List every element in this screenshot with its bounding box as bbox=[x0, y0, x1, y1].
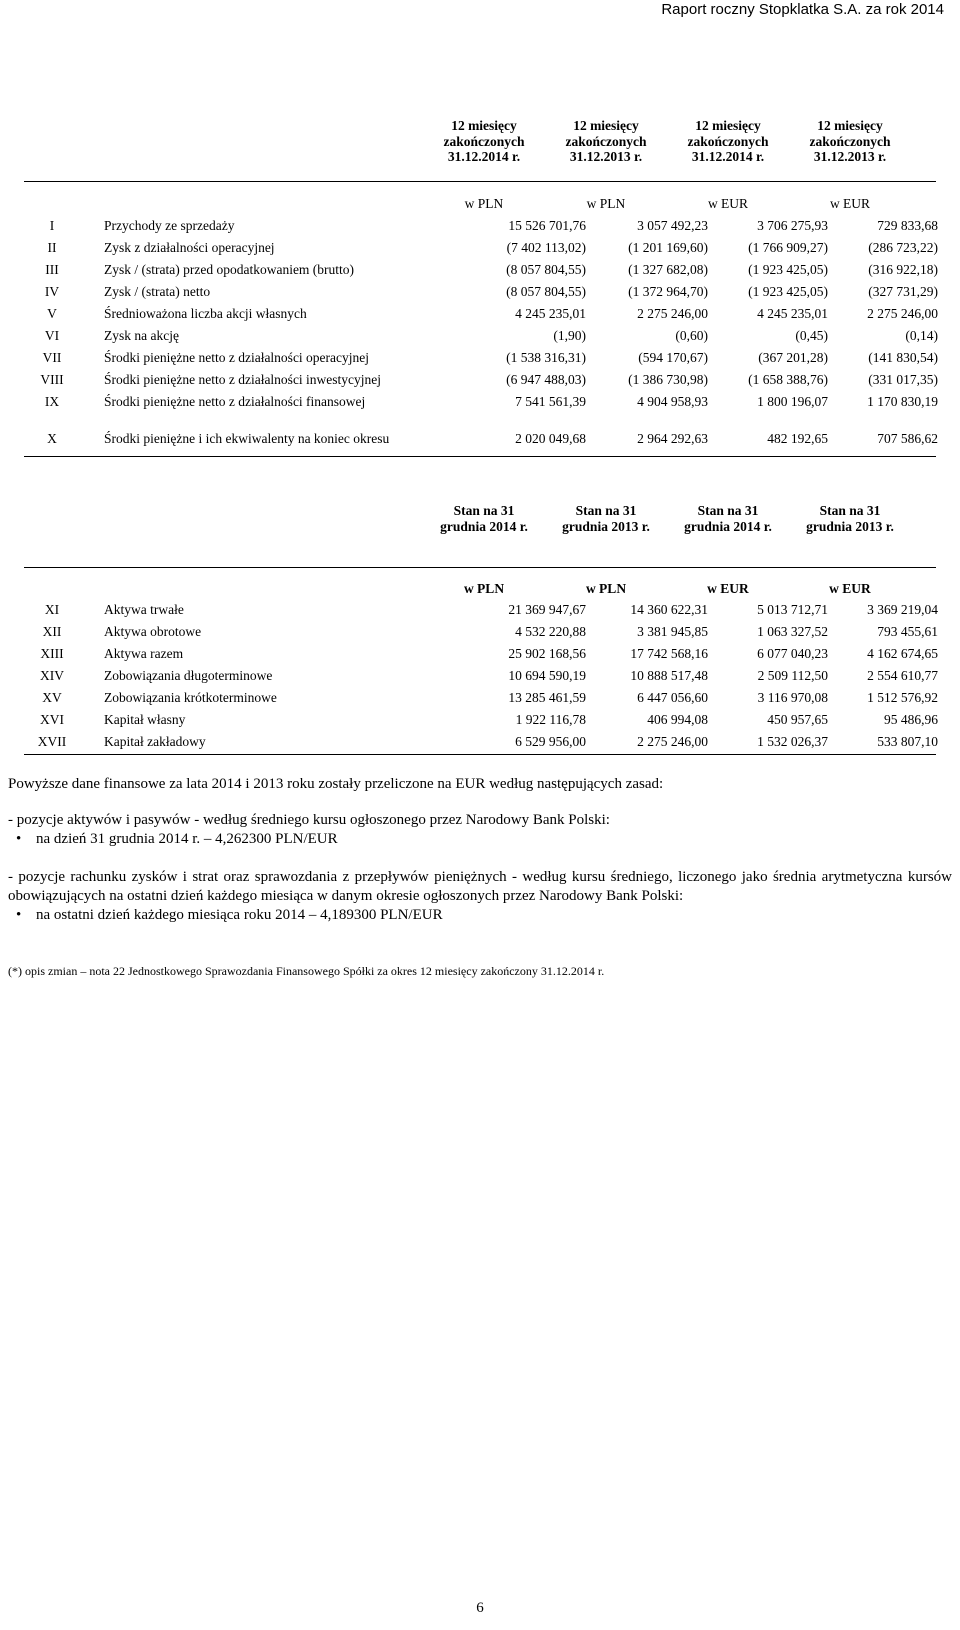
balance-table bbox=[24, 503, 938, 749]
pl-rule: - pozycje rachunku zysków i strat oraz sprawozdania z przepływów pieniężnych - według kursu średniego, liczonego jako średnia arytmetyczna kursów obowiązujących na ostatni dzień każdego miesiąca w danym okresie ogłoszonych przez Narodowy Bank Polski: bbox=[8, 869, 952, 904]
table-row: VI Zysk na akcję (1,90) (0,60) (0,45) (0,14) bbox=[44, 328, 938, 343]
column-header-period: 12 miesięcy zakończonych 31.12.2014 r. bbox=[443, 118, 525, 164]
unit-label: w EUR bbox=[707, 581, 749, 596]
unit-label: w PLN bbox=[463, 581, 505, 596]
column-header-period: Stan na 31 grudnia 2014 r. bbox=[440, 503, 528, 534]
table-row: XIII Aktywa razem 25 902 168,56 17 742 568,16 6 077 040,23 4 162 674,65 bbox=[40, 646, 938, 661]
page-header: Raport roczny Stopklatka S.A. za rok 2014 bbox=[661, 1, 944, 18]
column-header-period: Stan na 31 grudnia 2013 r. bbox=[562, 503, 650, 534]
bullet-icon: • bbox=[16, 907, 22, 923]
bullet-icon: • bbox=[16, 831, 22, 847]
table-row: XIV Zobowiązania długoterminowe 10 694 590,19 10 888 517,48 2 509 112,50 2 554 610,77 bbox=[40, 668, 938, 683]
pl-bullet: • na ostatni dzień każdego miesiąca roku 2014 – 4,189300 PLN/EUR bbox=[16, 907, 443, 923]
column-header-period: 12 miesięcy zakończonych 31.12.2013 r. bbox=[809, 118, 891, 164]
table-row: VII Środki pieniężne netto z działalności operacyjnej (1 538 316,31) (594 170,67) (367 201,28) (141 830,54) bbox=[42, 350, 938, 365]
table-row: V Średnioważona liczba akcji własnych 4 245 235,01 2 275 246,00 4 245 235,01 2 275 246,00 bbox=[47, 306, 938, 321]
notes-intro: Powyższe dane finansowe za lata 2014 i 2013 roku zostały przeliczone na EUR według następujących zasad: bbox=[8, 776, 664, 792]
table-bottom-rule bbox=[24, 754, 936, 755]
unit-label: w EUR bbox=[707, 196, 749, 211]
table-row: XVI Kapitał własny 1 922 116,78 406 994,08 450 957,65 95 486,96 bbox=[40, 712, 938, 727]
page-number: 6 bbox=[476, 1600, 484, 1616]
balance-rule: - pozycje aktywów i pasywów - według średniego kursu ogłoszonego przez Narodowy Bank Polski: bbox=[8, 812, 610, 828]
table-row: II Zysk z działalności operacyjnej (7 402 113,02) (1 201 169,60) (1 766 909,27) (286 723,22) bbox=[47, 240, 938, 255]
footnote: (*) opis zmian – nota 22 Jednostkowego Sprawozdania Finansowego Spółki za okres 12 miesięcy zakończony 31.12.2014 r. bbox=[8, 964, 605, 978]
column-header-period: 12 miesięcy zakończonych 31.12.2014 r. bbox=[687, 118, 769, 164]
table-row: XI Aktywa trwałe 21 369 947,67 14 360 622,31 5 013 712,71 3 369 219,04 bbox=[44, 602, 938, 617]
table-bottom-rule bbox=[24, 456, 936, 457]
table-top-rule bbox=[24, 181, 936, 182]
table-row: IV Zysk / (strata) netto (8 057 804,55) (1 372 964,70) (1 923 425,05) (327 731,29) bbox=[44, 284, 938, 299]
unit-label: w EUR bbox=[829, 196, 871, 211]
income-table bbox=[24, 118, 936, 458]
table-row: VIII Środki pieniężne netto z działalności inwestycyjnej (6 947 488,03) (1 386 730,98) (1 658 388,76) (331 017,35) bbox=[40, 372, 938, 387]
unit-label: w EUR bbox=[829, 581, 871, 596]
table-row: XII Aktywa obrotowe 4 532 220,88 3 381 945,85 1 063 327,52 793 455,61 bbox=[42, 624, 938, 639]
table-row: IX Środki pieniężne netto z działalności finansowej 7 541 561,39 4 904 958,93 1 800 196,07 1 170 830,19 bbox=[44, 394, 938, 409]
column-header-period: Stan na 31 grudnia 2014 r. bbox=[684, 503, 772, 534]
table-row: XVII Kapitał zakładowy 6 529 956,00 2 275 246,00 1 532 026,37 533 807,10 bbox=[37, 734, 938, 749]
table-row: XV Zobowiązania krótkoterminowe 13 285 461,59 6 447 056,60 3 116 970,08 1 512 576,92 bbox=[42, 690, 938, 705]
table-row: I Przychody ze sprzedaży 15 526 701,76 3 057 492,23 3 706 275,93 729 833,68 bbox=[49, 218, 938, 233]
unit-label: w PLN bbox=[464, 196, 504, 211]
table-top-rule bbox=[24, 567, 936, 568]
unit-label: w PLN bbox=[586, 196, 626, 211]
conversion-notes bbox=[8, 775, 952, 979]
unit-label: w PLN bbox=[585, 581, 627, 596]
table-row: III Zysk / (strata) przed opodatkowaniem (brutto) (8 057 804,55) (1 327 682,08) (1 923 425,05) (316 922,18) bbox=[45, 262, 938, 277]
table-row: X Środki pieniężne i ich ekwiwalenty na koniec okresu 2 020 049,68 2 964 292,63 482 192,65 707 586,62 bbox=[47, 431, 938, 446]
column-header-period: 12 miesięcy zakończonych 31.12.2013 r. bbox=[565, 118, 647, 164]
balance-bullet: • na dzień 31 grudnia 2014 r. – 4,262300 PLN/EUR bbox=[16, 831, 338, 847]
column-header-period: Stan na 31 grudnia 2013 r. bbox=[806, 503, 894, 534]
